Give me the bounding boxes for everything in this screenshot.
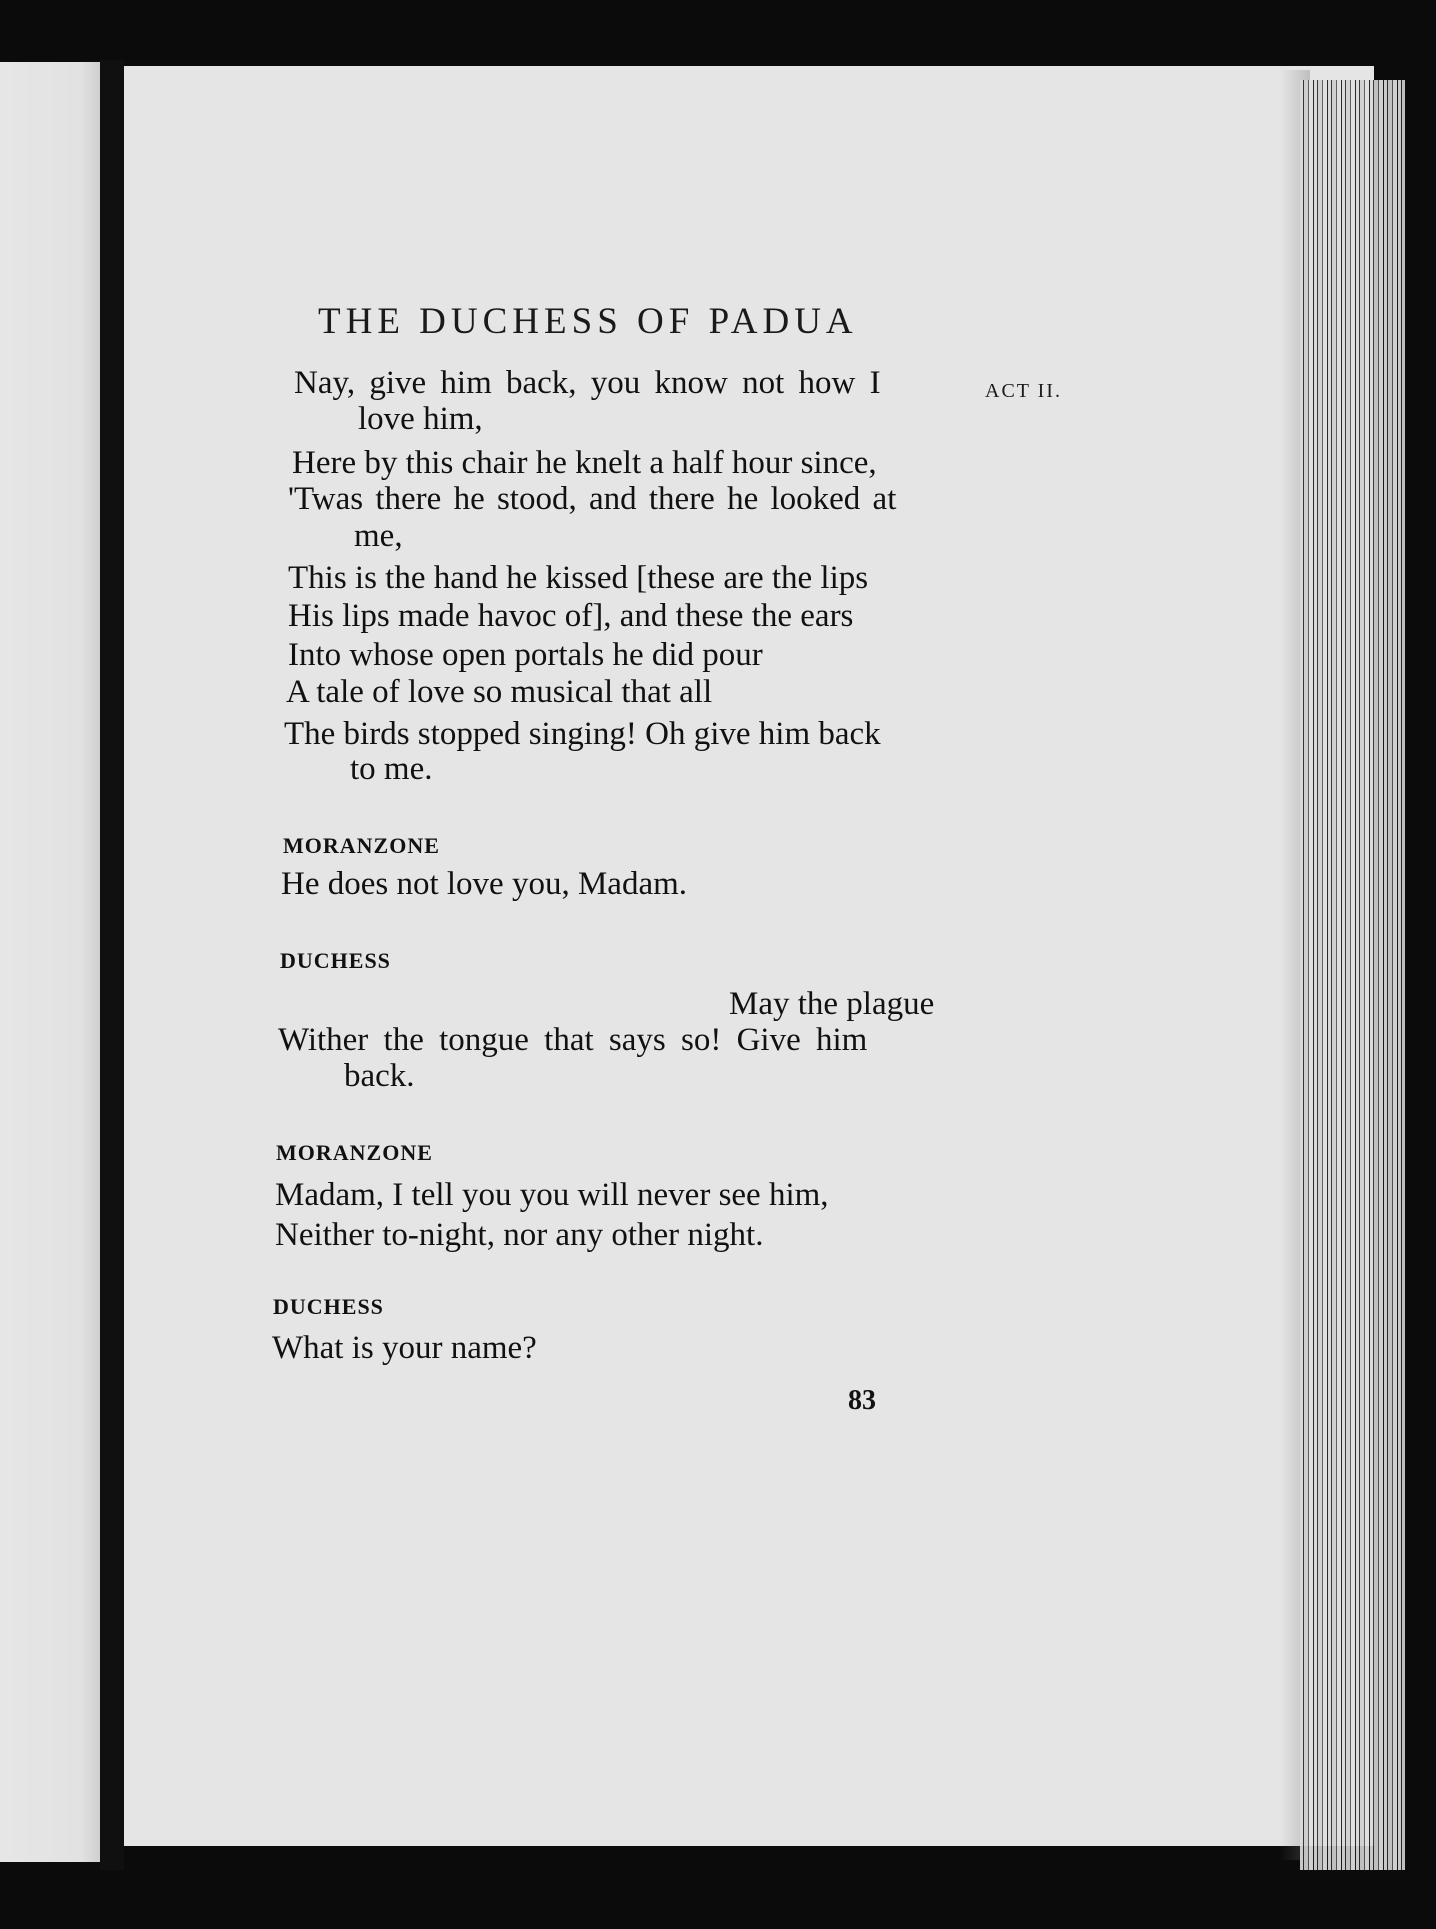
facing-page-edge: [0, 62, 100, 1862]
verse-line: back.: [344, 1058, 415, 1094]
running-head: THE DUCHESS OF PADUA: [318, 301, 858, 342]
verse-line: 'Twas there he stood, and there he looked at: [288, 481, 897, 517]
page-number: 83: [848, 1385, 876, 1416]
verse-line: A tale of love so musical that all: [286, 674, 713, 710]
act-label: ACT II.: [985, 380, 1062, 402]
verse-line: He does not love you, Madam.: [281, 866, 688, 902]
book-gutter: [100, 60, 124, 1870]
verse-line: me,: [354, 518, 403, 554]
verse-line: to me.: [350, 751, 433, 787]
verse-line: The birds stopped singing! Oh give him back: [284, 716, 881, 752]
speaker-name: DUCHESS: [280, 948, 391, 973]
verse-line: Into whose open portals he did pour: [288, 637, 763, 673]
verse-line: Nay, give him back, you know not how I: [294, 365, 881, 401]
verse-line: What is your name?: [272, 1330, 537, 1366]
verse-line: May the plague: [729, 986, 935, 1022]
verse-line: Madam, I tell you you will never see him,: [275, 1177, 829, 1213]
verse-line: love him,: [358, 401, 483, 437]
verse-line: Here by this chair he knelt a half hour since,: [292, 445, 877, 481]
page-fore-edge: [1300, 80, 1405, 1870]
speaker-name: MORANZONE: [283, 833, 440, 858]
verse-line: Wither the tongue that says so! Give him: [278, 1022, 868, 1058]
verse-line: His lips made havoc of], and these the ears: [288, 598, 854, 634]
verse-line: This is the hand he kissed [these are the lips: [288, 560, 869, 596]
verse-line: Neither to-night, nor any other night.: [275, 1217, 764, 1253]
speaker-name: DUCHESS: [273, 1294, 384, 1319]
speaker-name: MORANZONE: [276, 1140, 433, 1165]
